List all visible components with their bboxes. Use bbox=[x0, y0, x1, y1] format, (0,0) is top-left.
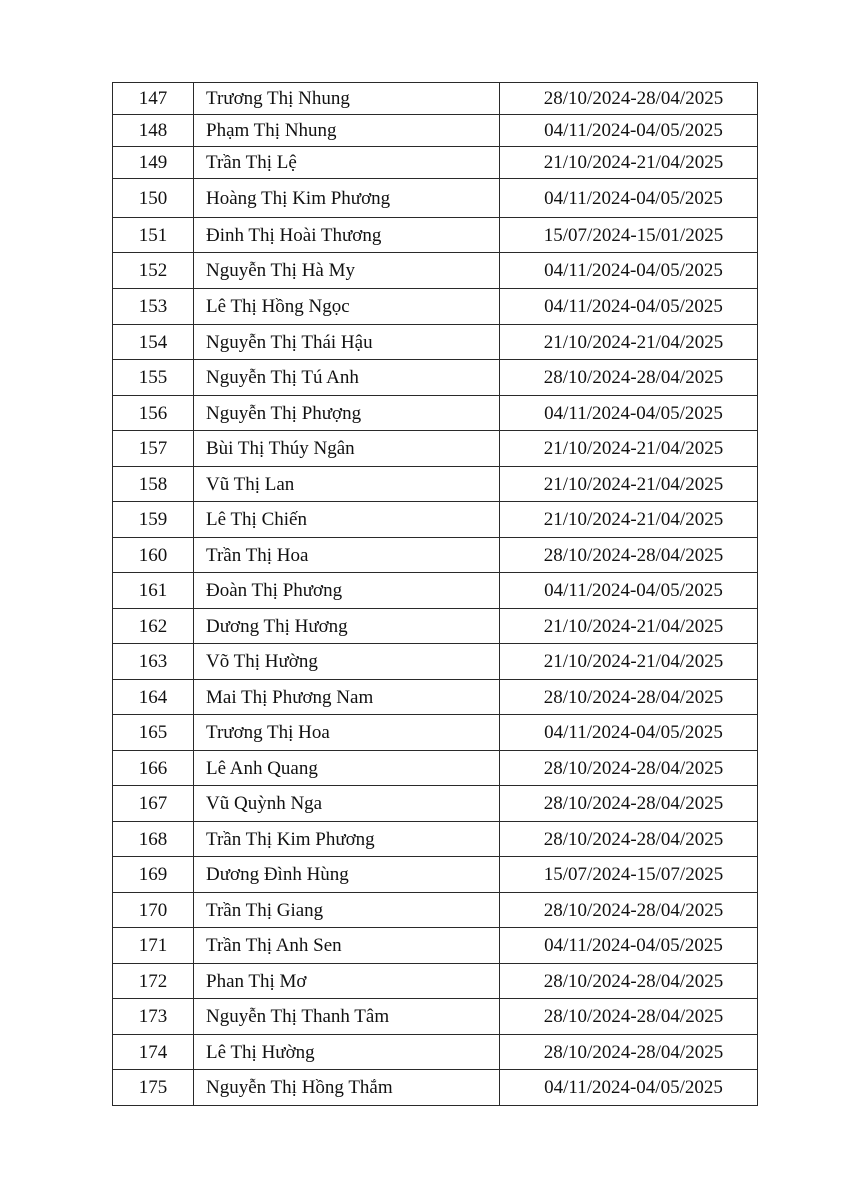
row-number: 164 bbox=[113, 680, 194, 715]
row-number: 171 bbox=[113, 928, 194, 964]
table-row bbox=[113, 715, 758, 751]
date-range: 28/10/2024-28/04/2025 bbox=[500, 360, 758, 396]
table-row bbox=[113, 1035, 758, 1070]
person-name: Phan Thị Mơ bbox=[194, 964, 500, 999]
date-range: 04/11/2024-04/05/2025 bbox=[500, 1070, 758, 1106]
row-number: 147 bbox=[113, 83, 194, 115]
person-name: Dương Thị Hương bbox=[194, 609, 500, 644]
table-row bbox=[113, 893, 758, 928]
person-name: Trần Thị Giang bbox=[194, 893, 500, 928]
date-range: 28/10/2024-28/04/2025 bbox=[500, 83, 758, 115]
row-number: 162 bbox=[113, 609, 194, 644]
date-range: 15/07/2024-15/01/2025 bbox=[500, 218, 758, 253]
table-row bbox=[113, 644, 758, 680]
row-number: 172 bbox=[113, 964, 194, 999]
date-range: 04/11/2024-04/05/2025 bbox=[500, 253, 758, 289]
date-range: 04/11/2024-04/05/2025 bbox=[500, 289, 758, 325]
table-row bbox=[113, 289, 758, 325]
row-number: 168 bbox=[113, 822, 194, 857]
row-number: 160 bbox=[113, 538, 194, 573]
table-row bbox=[113, 253, 758, 289]
row-number: 161 bbox=[113, 573, 194, 609]
row-number: 167 bbox=[113, 786, 194, 822]
person-name: Trần Thị Hoa bbox=[194, 538, 500, 573]
row-number: 165 bbox=[113, 715, 194, 751]
date-range: 28/10/2024-28/04/2025 bbox=[500, 999, 758, 1035]
row-number: 173 bbox=[113, 999, 194, 1035]
row-number: 169 bbox=[113, 857, 194, 893]
table-row bbox=[113, 396, 758, 431]
date-range: 21/10/2024-21/04/2025 bbox=[500, 467, 758, 502]
row-number: 158 bbox=[113, 467, 194, 502]
date-range: 28/10/2024-28/04/2025 bbox=[500, 680, 758, 715]
employee-table bbox=[112, 82, 758, 1106]
table-row bbox=[113, 1070, 758, 1106]
date-range: 21/10/2024-21/04/2025 bbox=[500, 325, 758, 360]
table-row bbox=[113, 218, 758, 253]
row-number: 156 bbox=[113, 396, 194, 431]
person-name: Hoàng Thị Kim Phương bbox=[194, 179, 500, 218]
date-range: 28/10/2024-28/04/2025 bbox=[500, 538, 758, 573]
table-row bbox=[113, 179, 758, 218]
row-number: 152 bbox=[113, 253, 194, 289]
table-row bbox=[113, 999, 758, 1035]
table-row bbox=[113, 751, 758, 786]
row-number: 154 bbox=[113, 325, 194, 360]
person-name: Dương Đình Hùng bbox=[194, 857, 500, 893]
row-number: 153 bbox=[113, 289, 194, 325]
person-name: Trần Thị Kim Phương bbox=[194, 822, 500, 857]
row-number: 148 bbox=[113, 115, 194, 147]
date-range: 04/11/2024-04/05/2025 bbox=[500, 179, 758, 218]
row-number: 151 bbox=[113, 218, 194, 253]
row-number: 150 bbox=[113, 179, 194, 218]
person-name: Lê Anh Quang bbox=[194, 751, 500, 786]
date-range: 21/10/2024-21/04/2025 bbox=[500, 644, 758, 680]
person-name: Lê Thị Chiến bbox=[194, 502, 500, 538]
person-name: Trương Thị Hoa bbox=[194, 715, 500, 751]
row-number: 163 bbox=[113, 644, 194, 680]
table-row bbox=[113, 964, 758, 999]
person-name: Đinh Thị Hoài Thương bbox=[194, 218, 500, 253]
person-name: Nguyễn Thị Thái Hậu bbox=[194, 325, 500, 360]
table-row bbox=[113, 467, 758, 502]
person-name: Trần Thị Lệ bbox=[194, 147, 500, 179]
table-row bbox=[113, 360, 758, 396]
table-row bbox=[113, 538, 758, 573]
date-range: 21/10/2024-21/04/2025 bbox=[500, 147, 758, 179]
table-row bbox=[113, 680, 758, 715]
table-row bbox=[113, 928, 758, 964]
employee-table-body bbox=[113, 83, 758, 1106]
table-row bbox=[113, 502, 758, 538]
row-number: 157 bbox=[113, 431, 194, 467]
date-range: 04/11/2024-04/05/2025 bbox=[500, 396, 758, 431]
person-name: Nguyễn Thị Hồng Thắm bbox=[194, 1070, 500, 1106]
person-name: Vũ Quỳnh Nga bbox=[194, 786, 500, 822]
date-range: 28/10/2024-28/04/2025 bbox=[500, 786, 758, 822]
table-row bbox=[113, 115, 758, 147]
row-number: 174 bbox=[113, 1035, 194, 1070]
row-number: 175 bbox=[113, 1070, 194, 1106]
table-row bbox=[113, 609, 758, 644]
person-name: Nguyễn Thị Thanh Tâm bbox=[194, 999, 500, 1035]
date-range: 15/07/2024-15/07/2025 bbox=[500, 857, 758, 893]
date-range: 21/10/2024-21/04/2025 bbox=[500, 431, 758, 467]
row-number: 159 bbox=[113, 502, 194, 538]
person-name: Bùi Thị Thúy Ngân bbox=[194, 431, 500, 467]
person-name: Nguyễn Thị Phượng bbox=[194, 396, 500, 431]
person-name: Phạm Thị Nhung bbox=[194, 115, 500, 147]
person-name: Nguyễn Thị Tú Anh bbox=[194, 360, 500, 396]
date-range: 04/11/2024-04/05/2025 bbox=[500, 573, 758, 609]
row-number: 149 bbox=[113, 147, 194, 179]
date-range: 28/10/2024-28/04/2025 bbox=[500, 893, 758, 928]
person-name: Vũ Thị Lan bbox=[194, 467, 500, 502]
date-range: 28/10/2024-28/04/2025 bbox=[500, 964, 758, 999]
person-name: Lê Thị Hường bbox=[194, 1035, 500, 1070]
date-range: 28/10/2024-28/04/2025 bbox=[500, 1035, 758, 1070]
person-name: Mai Thị Phương Nam bbox=[194, 680, 500, 715]
date-range: 21/10/2024-21/04/2025 bbox=[500, 609, 758, 644]
person-name: Nguyễn Thị Hà My bbox=[194, 253, 500, 289]
person-name: Đoàn Thị Phương bbox=[194, 573, 500, 609]
date-range: 28/10/2024-28/04/2025 bbox=[500, 822, 758, 857]
table-row bbox=[113, 83, 758, 115]
row-number: 170 bbox=[113, 893, 194, 928]
person-name: Trương Thị Nhung bbox=[194, 83, 500, 115]
person-name: Võ Thị Hường bbox=[194, 644, 500, 680]
date-range: 04/11/2024-04/05/2025 bbox=[500, 715, 758, 751]
person-name: Lê Thị Hồng Ngọc bbox=[194, 289, 500, 325]
table-row bbox=[113, 431, 758, 467]
date-range: 28/10/2024-28/04/2025 bbox=[500, 751, 758, 786]
row-number: 166 bbox=[113, 751, 194, 786]
date-range: 04/11/2024-04/05/2025 bbox=[500, 115, 758, 147]
person-name: Trần Thị Anh Sen bbox=[194, 928, 500, 964]
row-number: 155 bbox=[113, 360, 194, 396]
table-row bbox=[113, 573, 758, 609]
table-row bbox=[113, 822, 758, 857]
table-row bbox=[113, 147, 758, 179]
date-range: 04/11/2024-04/05/2025 bbox=[500, 928, 758, 964]
date-range: 21/10/2024-21/04/2025 bbox=[500, 502, 758, 538]
table-row bbox=[113, 325, 758, 360]
table-row bbox=[113, 786, 758, 822]
table-row bbox=[113, 857, 758, 893]
